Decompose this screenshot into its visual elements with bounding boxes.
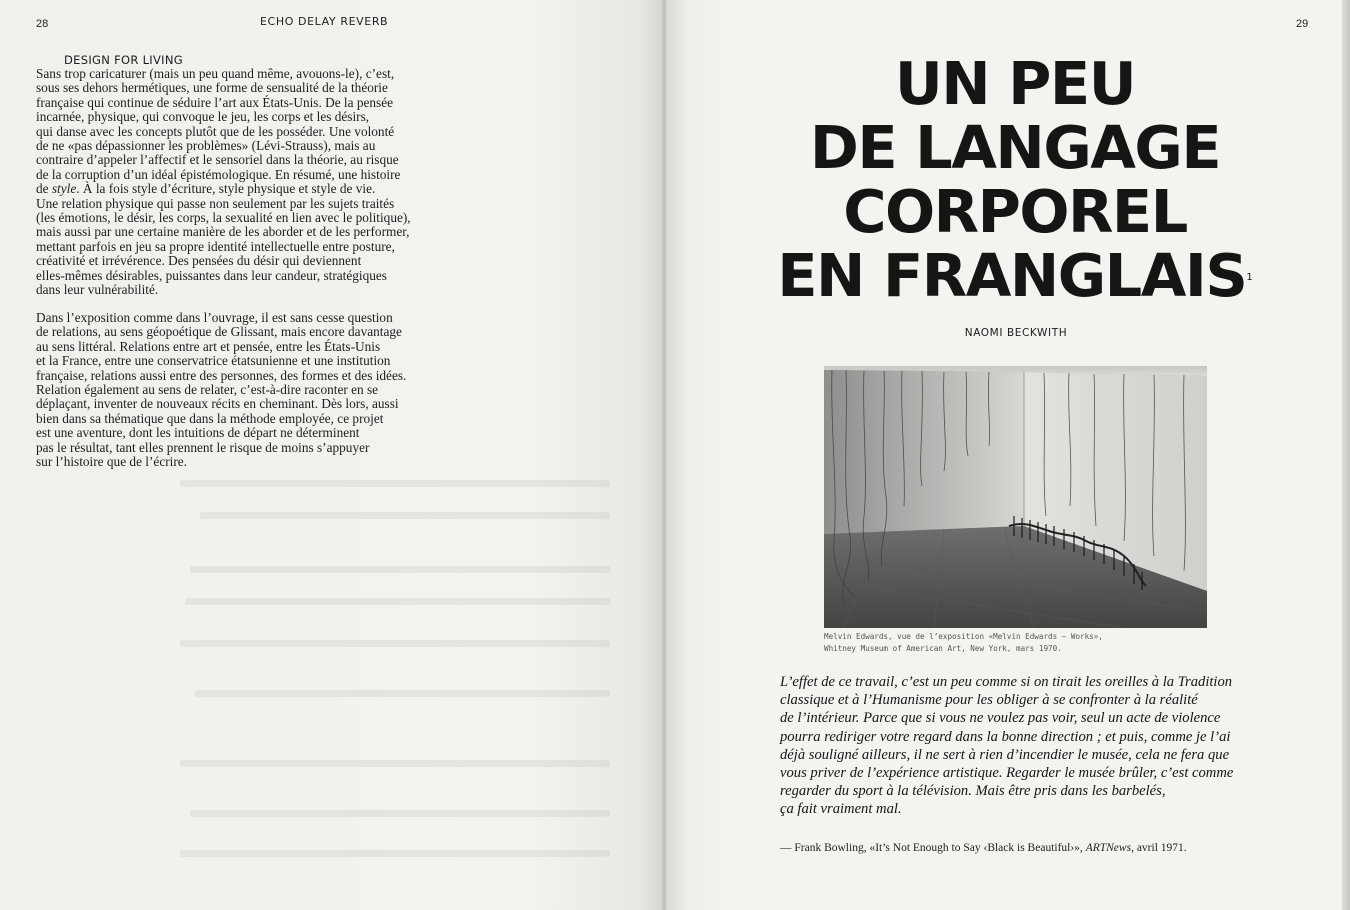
quote-line: L’effet de ce travail, c’est un peu comme si on tirait les oreilles à la Tradition <box>780 674 1233 690</box>
quote-attribution: — Frank Bowling, «It’s Not Enough to Say ‹Black is Beautiful›», ARTNews, avril 1971. <box>780 842 1187 854</box>
text-line: française qui continue de séduire l’art aux États-Unis. De la pensée <box>36 94 394 110</box>
text-line: de style. À la fois style d’écriture, style physique et style de vie. <box>36 181 376 197</box>
page-edge <box>1342 0 1350 910</box>
quote-line: regarder du sport à la télévision. Mais être pris dans les barbelés, <box>780 783 1166 800</box>
title-line: DE LANGAGE <box>809 113 1221 182</box>
photo-image <box>824 366 1207 628</box>
text-line: Sans trop caricaturer (mais un peu quand même, avouons-le), c’est, <box>36 66 395 81</box>
text-line: est une aventure, dont les intuitions de départ ne déterminent <box>36 425 360 441</box>
article-title <box>750 49 1280 310</box>
text-line: elles-mêmes désirables, puissantes dans leur candeur, stratégiques <box>36 267 387 283</box>
page-number: 28 <box>36 18 49 30</box>
body-paragraph-1 <box>36 67 456 298</box>
text-line: pas le résultat, tant elles prennent le risque de moins s’appuyer <box>36 439 370 455</box>
text-line: dans leur vulnérabilité. <box>36 282 159 298</box>
text-line: française, relations aussi entre des personnes, des formes et des idées. <box>36 367 407 383</box>
text-line: Dans l’exposition comme dans l’ouvrage, il est sans cesse question <box>36 310 393 325</box>
text-line: Relation également au sens de relater, c’est-à-dire raconter en se <box>36 382 379 398</box>
text-line: et la France, entre une conservatrice étatsunienne et une institution <box>36 353 391 369</box>
epigraph-quote <box>780 673 1250 819</box>
quote-line: pourra rediriger votre regard dans la bonne direction ; et puis, comme je l’ai <box>780 728 1231 745</box>
photo-caption <box>824 631 1224 654</box>
text-line: déplaçant, inventer de nouveaux récits en cheminant. Dès lors, aussi <box>36 396 399 412</box>
quote-line: ça fait vraiment mal. <box>780 801 902 818</box>
text-line: sur l’histoire que de l’écrire. <box>36 454 188 470</box>
text-line: bien dans sa thématique que dans la méthode employée, ce projet <box>36 410 384 426</box>
text-line: Une relation physique qui passe non seulement par les sujets traités <box>36 195 395 211</box>
text-line: au sens littéral. Relations entre art et pensée, entre les États-Unis <box>36 338 381 354</box>
text-line: de ne «pas dépassionner les problèmes» (Lévi-Strauss), mais au <box>36 138 376 154</box>
quote-line: de l’intérieur. Parce que si vous ne voulez pas voir, seul un acte de violence <box>780 710 1221 727</box>
footnote-mark: 1 <box>1246 272 1253 283</box>
text-line: créativité et irrévérence. Des pensées du désir qui deviennent <box>36 253 362 269</box>
running-head: ECHO DELAY REVERB <box>260 15 389 28</box>
text-line: contraire d’appeler l’affectif et le sensoriel dans la théorie, au risque <box>36 152 399 168</box>
title-line: UN PEU <box>894 49 1136 118</box>
text-line: de relations, au sens géopoétique de Glissant, mais encore davantage <box>36 324 402 340</box>
quote-line: classique et à l’Humanisme pour les obliger à se confronter à la réalité <box>780 692 1198 709</box>
title-line: EN FRANGLAIS$^1$ <box>777 241 1253 310</box>
text-line: mais aussi par une certaine manière de les aborder et de les performer, <box>36 224 410 240</box>
text-line: incarnée, physique, qui convoque le jeu, les corps et les désirs, <box>36 109 370 125</box>
quote-line: vous priver de l’expérience artistique. Regarder le musée brûler, c’est comme <box>780 765 1234 782</box>
body-paragraph-2 <box>36 311 456 469</box>
caption-line: Whitney Museum of American Art, New York, mars 1970. <box>824 643 1062 653</box>
caption-line: Melvin Edwards, vue de l’exposition «Melvin Edwards – Works», <box>824 632 1103 641</box>
title-line: CORPOREL <box>843 177 1187 246</box>
text-line: mettant parfois en jeu sa propre identité intellectuelle entre posture, <box>36 238 395 254</box>
emphasis: style <box>51 181 77 197</box>
right-page <box>666 0 1342 910</box>
text-line: (les émotions, le désir, les corps, la sexualité en lien avec le politique), <box>36 210 411 226</box>
text-line: sous ses dehors hermétiques, une forme de sensualité de la théorie <box>36 80 388 96</box>
text-line: de la corruption d’un idéal épistémologique. En résumé, une histoire <box>36 166 401 182</box>
page-number: 29 <box>1296 18 1309 30</box>
left-page <box>0 0 664 910</box>
quote-line: déjà souligné ailleurs, il ne sert à rien d’incendier le musée, cela ne fera que <box>780 746 1230 763</box>
text-line: qui danse avec les concepts plutôt que de les posséder. Une volonté <box>36 123 395 139</box>
section-heading: DESIGN FOR LIVING <box>64 53 183 67</box>
author-name: NAOMI BECKWITH <box>964 327 1068 339</box>
installation-photo <box>824 366 1207 628</box>
publication-title: ARTNews <box>1085 842 1132 854</box>
